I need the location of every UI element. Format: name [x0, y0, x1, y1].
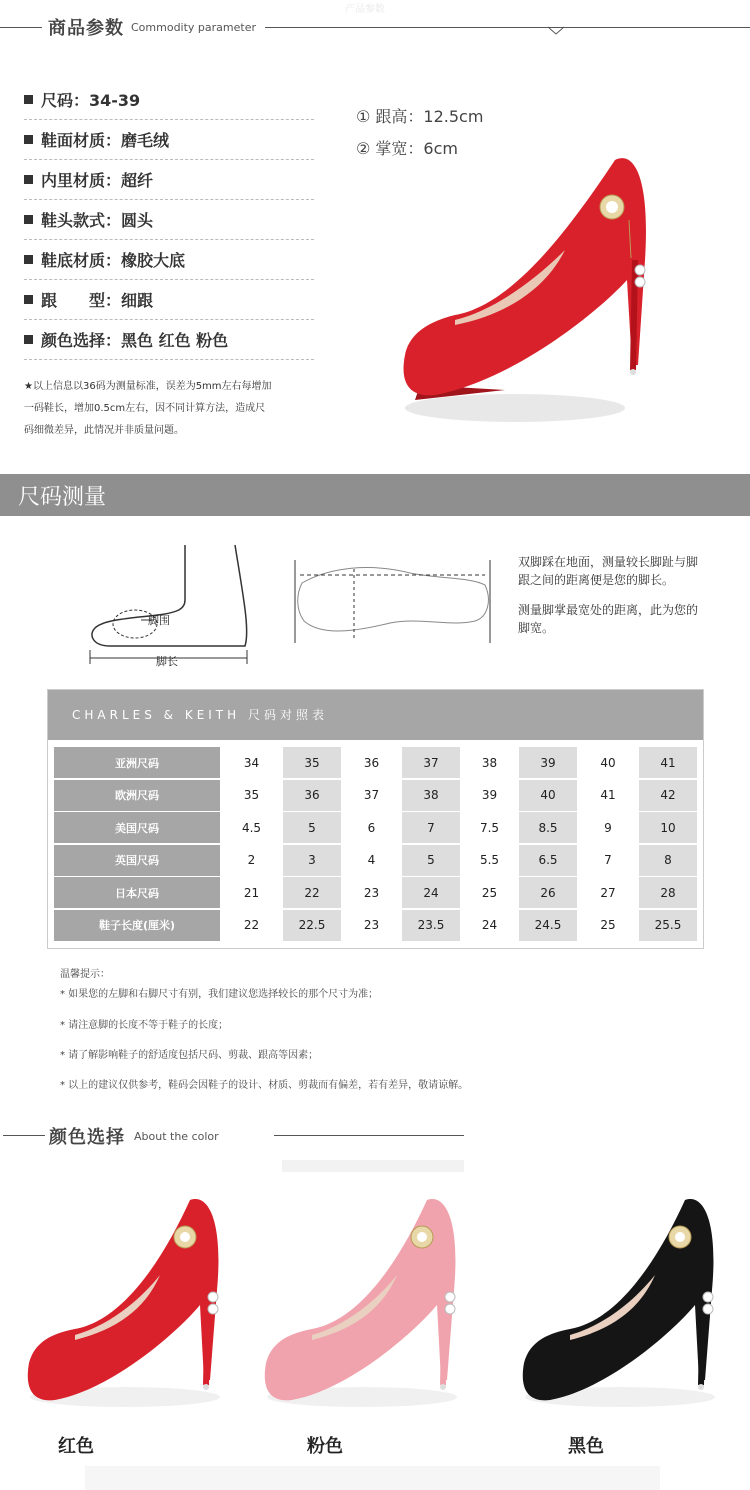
measure-banner: 尺码测量 — [0, 474, 750, 516]
size-row-label: 欧洲尺码 — [54, 780, 220, 811]
size-cell: 41 — [639, 747, 697, 778]
size-cell: 23 — [343, 910, 400, 941]
size-cell: 21 — [223, 877, 280, 908]
size-cell: 38 — [402, 780, 460, 811]
size-cell: 23 — [343, 877, 400, 908]
colors-subtitle: About the color — [134, 1130, 219, 1143]
size-cell: 36 — [283, 780, 341, 811]
header-line-left — [0, 27, 42, 28]
colors-title: 颜色选择 — [49, 1127, 125, 1148]
size-cell: 5.5 — [462, 845, 517, 876]
size-cell: 24.5 — [519, 910, 577, 941]
size-row-label: 美国尺码 — [54, 812, 220, 843]
size-cell: 40 — [579, 747, 637, 778]
red-shoe-image — [395, 140, 725, 440]
foot-top-diagram — [290, 555, 495, 650]
size-cell: 5 — [402, 845, 460, 876]
size-cell: 37 — [402, 747, 460, 778]
shoe-heel-tip — [203, 1384, 209, 1390]
size-cell: 25 — [579, 910, 637, 941]
size-row-label: 亚洲尺码 — [54, 747, 220, 778]
pearl-icon — [675, 1232, 685, 1242]
foot-girth-label: 脚围 — [148, 614, 170, 627]
shoe-heel — [701, 1290, 703, 1385]
size-cell: 41 — [579, 780, 637, 811]
size-cell: 5 — [283, 812, 341, 843]
tip-item: * 请了解影响鞋子的舒适度包括尺码、剪裁、跟高等因素； — [60, 1050, 319, 1061]
size-cell: 2 — [223, 845, 280, 876]
size-cell: 27 — [579, 877, 637, 908]
size-cell: 6 — [343, 812, 400, 843]
size-cell: 6.5 — [519, 845, 577, 876]
size-cell: 37 — [343, 780, 400, 811]
pearl-icon — [703, 1292, 713, 1302]
size-cell: 26 — [519, 877, 577, 908]
measure-text-length: 双脚踩在地面，测量较长脚趾与脚 跟之间的距离便是您的脚长。 — [518, 555, 699, 587]
tip-item: * 请注意脚的长度不等于鞋子的长度； — [60, 1020, 229, 1031]
color-label-red: 红色 — [58, 1436, 94, 1457]
param-toe-style: 鞋头款式：圆头 — [24, 200, 314, 240]
foot-side-diagram — [85, 540, 260, 670]
color-label-pink: 粉色 — [307, 1436, 343, 1457]
color-label-black: 黑色 — [568, 1436, 604, 1457]
size-cell: 28 — [639, 877, 697, 908]
size-row-label: 鞋子长度(厘米) — [54, 910, 220, 941]
size-cell: 7 — [402, 812, 460, 843]
size-cell: 4 — [343, 845, 400, 876]
size-cell: 36 — [343, 747, 400, 778]
size-cell: 22 — [223, 910, 280, 941]
spec-heel-height: ① 跟高：12.5cm — [356, 107, 484, 126]
colors-line-right — [274, 1135, 464, 1136]
size-cell: 39 — [519, 747, 577, 778]
size-cell: 10 — [639, 812, 697, 843]
bottom-shade — [85, 1466, 660, 1490]
size-table — [47, 689, 704, 949]
size-cell: 8.5 — [519, 812, 577, 843]
size-cell: 35 — [283, 747, 341, 778]
colors-shade-bar — [282, 1160, 464, 1172]
size-cell: 35 — [223, 780, 280, 811]
red-shoe-thumbnail — [25, 1185, 235, 1415]
param-colors: 颜色选择：黑色 红色 粉色 — [24, 320, 314, 360]
size-cell: 9 — [579, 812, 637, 843]
tip-item: * 以上的建议仅供参考，鞋码会因鞋子的设计、材质、剪裁而有偏差，若有差异，敬请谅解。 — [60, 1080, 469, 1091]
shoe-heel — [206, 1290, 208, 1385]
size-cell: 34 — [223, 747, 280, 778]
size-cell: 3 — [283, 845, 341, 876]
measure-text-width: 测量脚掌最宽处的距离，此为您的 脚宽。 — [518, 603, 699, 635]
header-notch-icon — [548, 26, 564, 36]
size-cell: 8 — [639, 845, 697, 876]
pink-shoe-thumbnail — [262, 1185, 472, 1415]
black-shoe-thumbnail — [520, 1185, 730, 1415]
size-row-label: 英国尺码 — [54, 845, 220, 876]
size-note: ★以上信息以36码为测量标准，误差为5mm左右每增加 一码鞋长，增加0.5cm左右，因不同计算方法，造成尺 码细微差异，此情况并非质量问题。 — [24, 381, 272, 436]
shoe-heel — [443, 1290, 445, 1385]
size-cell: 40 — [519, 780, 577, 811]
size-cell: 22 — [283, 877, 341, 908]
shoe-heel-tip — [698, 1384, 704, 1390]
tips-title: 温馨提示： — [60, 969, 110, 980]
header-line-right — [265, 27, 750, 28]
size-cell: 7 — [579, 845, 637, 876]
size-cell: 39 — [462, 780, 517, 811]
param-lining-material: 内里材质：超纤 — [24, 160, 314, 200]
size-cell: 25.5 — [639, 910, 697, 941]
pearl-icon — [445, 1292, 455, 1302]
param-upper-material: 鞋面材质：磨毛绒 — [24, 120, 314, 160]
param-heel-type: 跟 型：细跟 — [24, 280, 314, 320]
commodity-subtitle: Commodity parameter — [131, 21, 257, 34]
colors-line-left — [3, 1135, 45, 1136]
size-cell: 42 — [639, 780, 697, 811]
size-cell: 24 — [402, 877, 460, 908]
pearl-icon — [445, 1304, 455, 1314]
pearl-icon — [417, 1232, 427, 1242]
pearl-icon — [208, 1304, 218, 1314]
size-cell: 24 — [462, 910, 517, 941]
shoe-heel-tip — [440, 1384, 446, 1390]
size-cell: 22.5 — [283, 910, 341, 941]
param-sole-material: 鞋底材质：橡胶大底 — [24, 240, 314, 280]
tip-item: * 如果您的左脚和右脚尺寸有别，我们建议您选择较长的那个尺寸为准； — [60, 989, 379, 1000]
spec-sole-width: ② 掌宽：6cm — [356, 139, 458, 158]
size-row-label: 日本尺码 — [54, 877, 220, 908]
foot-length-label: 脚长 — [156, 655, 178, 668]
size-table-header: CHARLES & KEITH 尺码对照表 — [48, 690, 703, 740]
param-size: 尺码：34-39 — [24, 80, 314, 120]
size-cell: 7.5 — [462, 812, 517, 843]
size-cell: 25 — [462, 877, 517, 908]
pearl-icon — [703, 1304, 713, 1314]
pearl-icon — [180, 1232, 190, 1242]
size-cell: 23.5 — [402, 910, 460, 941]
commodity-title: 商品参数 — [48, 18, 124, 39]
faint-header-text: 产品参数 — [345, 4, 385, 15]
pearl-icon — [208, 1292, 218, 1302]
size-cell: 38 — [462, 747, 517, 778]
size-cell: 4.5 — [223, 812, 280, 843]
